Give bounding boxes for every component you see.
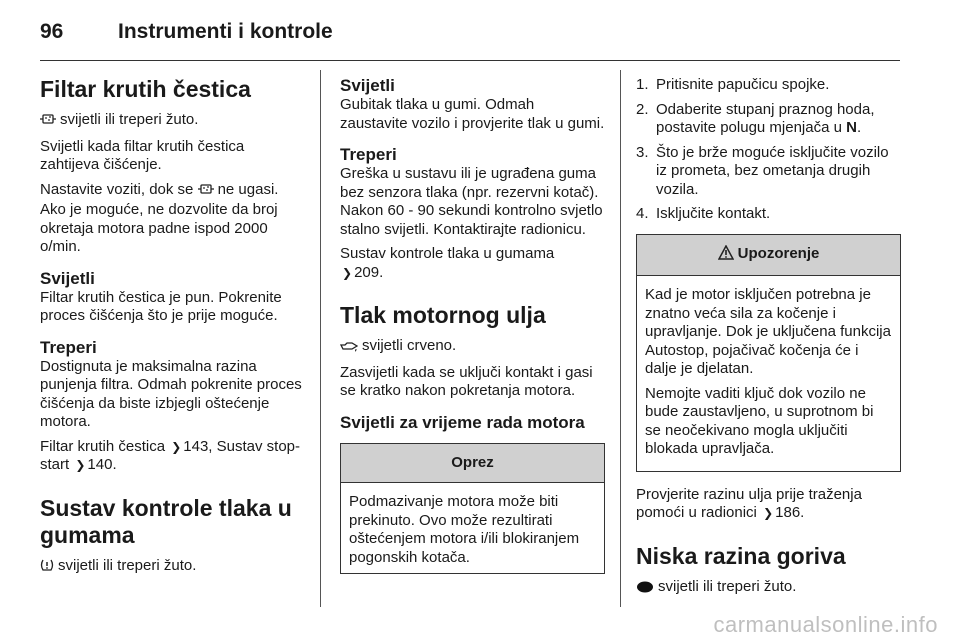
subheading-flash: Treperi bbox=[40, 337, 97, 357]
caution-heading: Oprez bbox=[341, 444, 604, 484]
column-divider bbox=[320, 70, 321, 607]
caution-box bbox=[340, 443, 605, 575]
list-item: 1. Pritisnite papučicu spojke. bbox=[636, 76, 830, 93]
flash-paragraph: Dostignuta je maksimalna razina punjenja filtra. Odmah pokrenite proces čišćenja da biste izbjegli oštećenje motora. bbox=[40, 357, 302, 430]
section-title-oil: Tlak motornog ulja bbox=[340, 302, 546, 328]
page-ref-arrow-icon: ❯ bbox=[171, 439, 182, 454]
subheading-flash: Treperi bbox=[340, 145, 397, 164]
oil-can-icon bbox=[340, 339, 358, 358]
list-item: 3. Što je brže moguće isključite vozilo iz prometa, bez ometanja drugih vozila. bbox=[636, 143, 889, 198]
column-middle bbox=[340, 76, 605, 588]
subheading-lit: Svijetli bbox=[340, 76, 395, 95]
tpms-indicator-line: svijetli ili treperi žuto. bbox=[40, 557, 305, 578]
list-item: 4. Isključite kontakt. bbox=[636, 205, 771, 222]
dpf-icon bbox=[198, 182, 214, 202]
dpf-indicator-line: svijetli ili treperi žuto. bbox=[40, 111, 305, 132]
steps-list bbox=[636, 76, 901, 224]
page-header bbox=[40, 20, 900, 61]
lit-paragraph: Gubitak tlaka u gumi. Odmah zaustavite vozilo i provjerite tlak u gumi. bbox=[340, 96, 605, 132]
subheading-lit: Svijetli bbox=[40, 268, 95, 288]
list-item: 2. Odaberite stupanj praznog hoda, postavite polugu mjenjača u N. bbox=[636, 100, 875, 136]
page-ref-arrow-icon: ❯ bbox=[763, 506, 774, 520]
warning-text: Nemojte vaditi ključ dok vozilo ne bude zaustavljeno, u suprotnom bi se neočekivano mogla uključiti blokada upravljača. bbox=[645, 384, 874, 457]
reference-paragraph: Sustav kontrole tlaka u gumama ❯ 209. bbox=[340, 245, 555, 281]
watermark: carmanualsonline.info bbox=[713, 612, 938, 637]
warning-body bbox=[637, 276, 900, 471]
section-title-fuel: Niska razina goriva bbox=[636, 542, 846, 569]
dpf-icon bbox=[40, 112, 56, 132]
subheading-running: Svijetli za vrijeme rada motora bbox=[340, 412, 585, 432]
reference-paragraph: Filtar krutih čestica ❯ 143, Sustav stop-start ❯ 140. bbox=[40, 437, 301, 473]
lit-paragraph: Filtar krutih čestica je pun. Pokrenite proces čišćenja što je prije moguće. bbox=[40, 288, 282, 324]
column-right bbox=[636, 76, 901, 604]
page-ref-arrow-icon: ❯ bbox=[342, 265, 353, 280]
section-title-dpf: Filtar krutih čestica bbox=[40, 76, 251, 102]
page-number: 96 bbox=[40, 20, 64, 43]
page-title: Instrumenti i kontrole bbox=[118, 20, 333, 43]
warning-box bbox=[636, 234, 901, 472]
flash-paragraph: Greška u sustavu ili je ugrađena guma bez senzora tlaka (npr. rezervni kotač). Nakon 60 - 90 sekundi kontrolno svjetlo stalno svijetli. Kontaktirajte radionicu. bbox=[340, 165, 603, 238]
warning-triangle-icon bbox=[718, 245, 734, 266]
caution-text: Podmazivanje motora može biti prekinuto. Ovo može rezultirati oštećenjem motora i/ili blokiranjem pogonskih kotača. bbox=[349, 493, 580, 566]
oil-indicator-line: svijetli crveno. bbox=[340, 337, 605, 358]
dpf-paragraph-2: Nastavite voziti, dok se ne ugasi. Ako je moguće, ne dozvolite da broj okretaja motora padne ispod 2000 o/min. bbox=[40, 180, 279, 255]
fuel-indicator-line: svijetli ili treperi žuto. bbox=[636, 578, 901, 599]
tpms-icon bbox=[40, 558, 54, 578]
section-title-tpms: Sustav kontrole tlaka u gumama bbox=[40, 494, 292, 548]
fuel-dot-icon bbox=[636, 580, 654, 599]
column-left bbox=[40, 76, 305, 583]
dpf-paragraph: Svijetli kada filtar krutih čestica zahtijeva čišćenje. bbox=[40, 137, 245, 173]
column-divider bbox=[620, 70, 621, 607]
check-paragraph: Provjerite razinu ulja prije traženja pomoći u radionici ❯ 186. bbox=[636, 485, 862, 521]
oil-paragraph: Zasvijetli kada se uključi kontakt i gasi se kratko nakon pokretanja motora. bbox=[340, 363, 593, 399]
warning-heading: Upozorenje bbox=[637, 235, 900, 277]
page-ref-arrow-icon: ❯ bbox=[75, 458, 86, 472]
warning-text: Kad je motor isključen potrebna je znatno veća sila za kočenje i upravljanje. Dok je uključena funkcija Autostop, pojačivač kočenja će i dalje je djelatan. bbox=[645, 286, 891, 377]
